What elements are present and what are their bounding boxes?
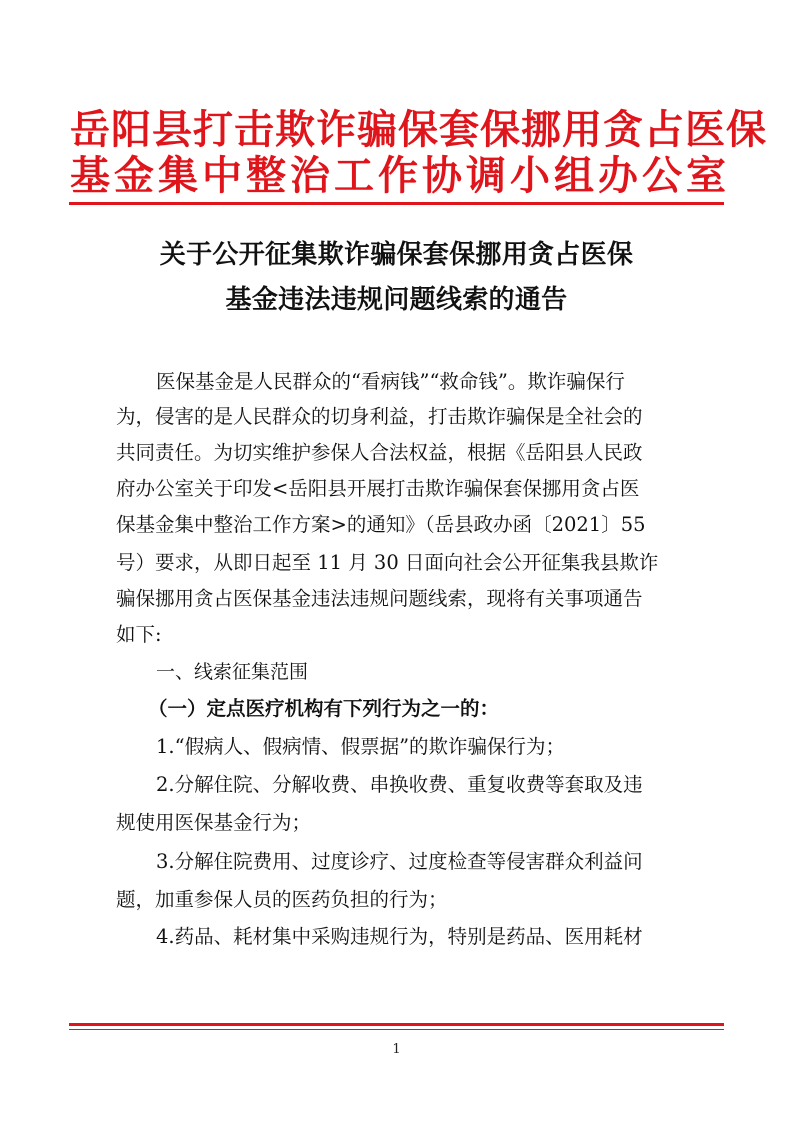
section-heading: 一、线索征集范围 xyxy=(156,661,309,683)
body-line: 保基金集中整治工作方案>的通知》（岳县政办函〔2021〕55 xyxy=(116,513,646,536)
masthead-line-1: 岳阳县打击欺诈骗保套保挪用贪占医保 xyxy=(70,106,767,153)
notice-title-line-1: 关于公开征集欺诈骗保套保挪用贪占医保 xyxy=(159,240,634,270)
body-line: 骗保挪用贪占医保基金违法违规问题线索，现将有关事项通告 xyxy=(116,587,643,610)
list-item-line: 规使用医保基金行为； xyxy=(116,811,312,834)
section-subheading: （一）定点医疗机构有下列行为之一的： xyxy=(148,697,500,720)
footer-red-rule xyxy=(69,1023,724,1026)
body-line: 如下: xyxy=(116,623,162,646)
masthead-line-2: 基金集中整治工作协调小组办公室 xyxy=(70,152,730,199)
masthead-red-rule xyxy=(69,202,724,205)
body-line: 共同责任。为切实维护参保人合法权益，根据《岳阳县人民政 xyxy=(116,441,643,464)
page-number: 1 xyxy=(392,1042,401,1057)
list-item-line: 题，加重参保人员的医药负担的行为； xyxy=(116,888,448,911)
notice-title-line-2: 基金违法违规问题线索的通告 xyxy=(225,285,568,315)
body-line: 医保基金是人民群众的“看病钱”“救命钱”。欺诈骗保行 xyxy=(156,370,625,393)
list-item-line: 3.分解住院费用、过度诊疗、过度检查等侵害群众利益问 xyxy=(156,850,643,873)
body-line: 号）要求，从即日起至 11 月 30 日面向社会公开征集我县欺诈 xyxy=(116,551,659,574)
body-line: 为，侵害的是人民群众的切身利益，打击欺诈骗保是全社会的 xyxy=(116,405,643,428)
list-item-line: 2.分解住院、分解收费、串换收费、重复收费等套取及违 xyxy=(156,773,643,796)
list-item-line: 1.“假病人、假病情、假票据”的欺诈骗保行为； xyxy=(156,735,566,758)
body-line: 府办公室关于印发<岳阳县开展打击欺诈骗保套保挪用贪占医 xyxy=(116,477,640,500)
footer-red-rule-thin xyxy=(69,1029,724,1030)
list-item-line: 4.药品、耗材集中采购违规行为，特别是药品、医用耗材 xyxy=(156,925,643,948)
